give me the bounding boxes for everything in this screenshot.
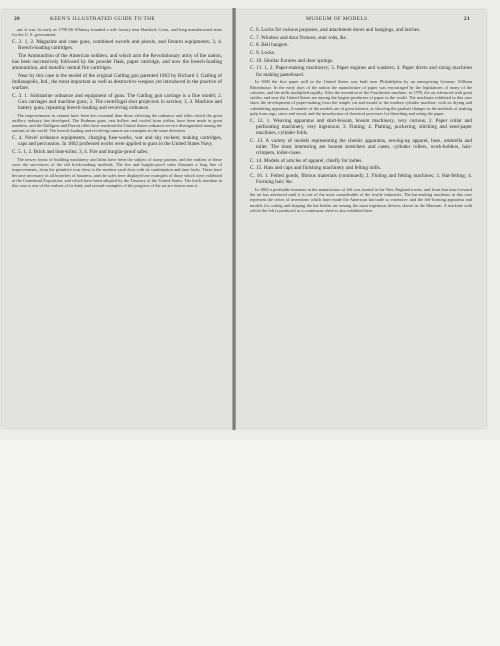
paragraph: The newer forms of building machinery and kilns have been the subject of many patents, and the earliest of these were the successors of the old brick-making methods. The fire and burglar-proof safes illustrate a long line of improvements, from the primitive iron chest to the modern vault door with its combination and time locks. These have become necessary in all branches of business, and the safes here displayed are examples of those which were exhibited at the Centennial Exposition, and which have been adopted by the Treasury of the United States. The brick machine in this case is one of the earliest of its kind, and several examples of the progress of the art are shown near it.	[12, 156, 222, 189]
paragraph: In 1860 a profitable business in the manufacture of felt was started in the New England towns, and from that time forward the art has advanced until it is one of the most considerable of the textile industries. The hat-making machines in this case represent the series of inventions which have made the American hat trade so extensive, and the felt-forming apparatus and models for cutting and shaping the hat bodies are among the most ingenious devices shown in the Museum. A machine with which the felt is produced as a continuous sheet is also exhibited here.	[250, 186, 472, 213]
case-entry: C. 5. 1, 2. Brick and lime-kilns; 3, 4. Fire and burglar-proof safes.	[12, 149, 149, 156]
case-entry: C. 15. Hats and caps and finishing machinery and felting mills.	[250, 165, 381, 172]
case-entry: C. 3. 1. Submarine ordnance and equipment of guns. The Gatling gun carriage is a fine model; 2. Gun carriages and machine guns; 3. The centrifugal shot projectors in section; 3, 4. Machine and battery guns, repeating breech-loading and revolving ordnance.	[12, 92, 222, 111]
paragraph: In 1690 the first paper mill in the United States was built near Philadelphia by an enterprising German, William Rittenhouse. In the early days of the nation the manufacture of paper was encouraged by the legislatures of many of the colonies, and the mills multiplied rapidly. After the invention of the Fourdrinier machine, in 1799, the art advanced with great strides, and now the United States are among the largest producers of paper in the world. The machines exhibited in this case show the development of paper-making from the simple vat and mould to the modern cylinder machine, with its drying and calendering apparatus. A number of the models are of great interest, as showing the gradual changes in the methods of making pulp from rags, straw and wood, and the introduction of chemical processes for bleaching and sizing the paper.	[250, 79, 472, 116]
left-running-head: KEEN'S ILLUSTRATED GUIDE TO THE	[50, 16, 156, 22]
left-page-number: 20	[14, 16, 21, 22]
case-entry: C. 6. Locks for various purposes, and attachment doors and hangings, and latches.	[250, 27, 421, 33]
case-entry: C. 11. 1, 2. Paper-making machinery; 3. Paper engines and washers; 4. Paper driers and sizing machines for making pasteboard.	[250, 65, 472, 78]
case-entry: C. 16. 1. Felted goods, fibrous materials (continued); 2. Fluting and felting machines; 3. Hat-felting; 4. Forming hair; &c.	[250, 173, 472, 186]
case-entry: C. 7. Window and door fixtures, stair rods, &c.	[250, 34, 348, 41]
case-entry: C. 10. Similar fixtures and door springs.	[250, 57, 334, 64]
case-entry: C. 9. Locks.	[250, 50, 276, 57]
left-text-column	[12, 27, 222, 420]
case-entry: C. 8. Bell hangers.	[250, 42, 289, 49]
right-page-header	[236, 16, 486, 26]
right-running-head: MUSEUM OF MODELS.	[306, 16, 370, 22]
case-entry: C. 12. 1. Weaving apparatus and shirt-bosom, bosom machinery, very curious; 2. Paper collar and perforating machinery, very ingenious; 3. Fluting; 4. Platting, puckering, stitching and seed-paper machines, cylinder folds.	[250, 117, 472, 137]
left-page	[2, 10, 234, 428]
right-page-number: 21	[463, 16, 470, 22]
right-page	[236, 10, 486, 428]
paragraph: The Ammunition of the American soldiers, and which arm the Revolutionary army of the nation, has been successively followed by the powder flask, paper cartridge, and now the breech-loading ammunition, and metallic central fire cartridges.	[12, 52, 222, 72]
case-entry: C. 13. A variety of models representing the chemic apparatus, sewing-up apparel, boss, umbrella and toilet. The most interesting are bonnet stretchers and cases, cylinder rollers, work-holders, hair-crimpers, toilet-cases.	[250, 137, 472, 156]
paragraph: ant of war. As early as 1798 Eli Whitney founded a rifle factory near Hartford, Conn., and long manufactured arms for the U. S. government.	[12, 27, 222, 38]
right-text-column	[250, 27, 472, 420]
paragraph: The improvements in cannon have been less essential than those affecting the ordnance and rifles which the great artillery industry has developed. The Rodman guns, cast hollow and cooled from within, have been made in great numbers, and the Dahlgren and Parrott rifles have rendered the United States ordnance service distinguished among the nations of the world. The breech-loading and revolving cannon are examples in the same direction.	[12, 112, 222, 134]
case-entry: C. 2. 1, 2. Magazine and cane guns, combined swords and pistols, and firearm equipments; 3, 4. Breech-loading cartridges.	[12, 39, 222, 52]
paragraph: Near by this case is the model of the original Gatling gun patented 1862 by Richard J. Gatling of Indianapolis, Ind., the most important as well as destructive weapon yet introduced in the practice of warfare.	[12, 72, 222, 92]
case-entry: C. 4. Novel ordnance equipments, charging fuse-works, war and sky rockets; making cartridges, caps and percussion. In 1862 professed works were applied to guns in the United States Navy.	[12, 135, 222, 148]
case-entry: C. 14. Models of articles of apparel, chiefly for ladies.	[250, 157, 363, 164]
left-page-header	[2, 16, 234, 26]
